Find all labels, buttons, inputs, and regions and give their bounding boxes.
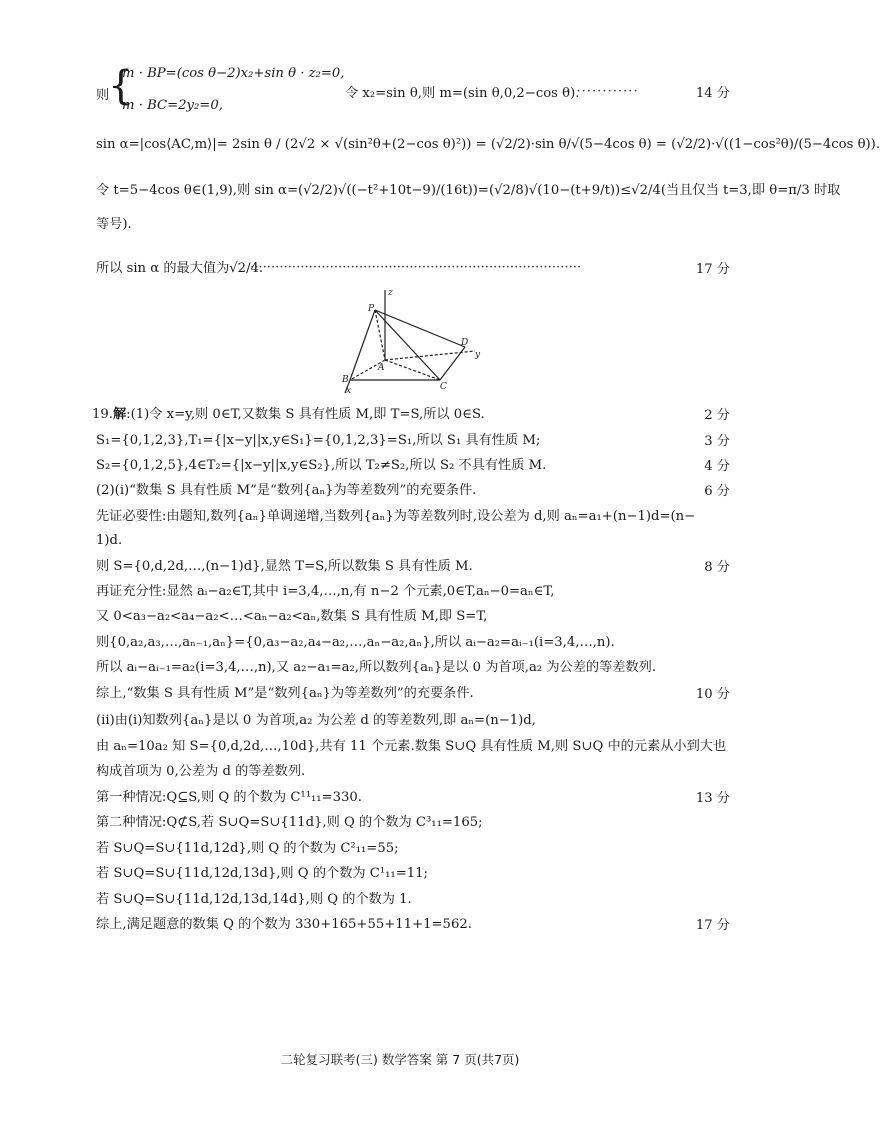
label-z: z bbox=[388, 288, 393, 298]
q19-line-14: 第一种情况:Q⊆S,则 Q 的个数为 C¹¹₁₁=330. bbox=[96, 790, 362, 805]
label-b: B bbox=[342, 375, 349, 385]
q19-line-18: 若 S∪Q=S∪{11d,12d,13d,14d},则 Q 的个数为 1. bbox=[96, 892, 412, 907]
system-brace: { bbox=[108, 63, 134, 109]
let-t-line: 令 t=5−4cos θ∈(1,9),则 sin α=(√2/2)√((−t²+10t−9)/(16t))=(√2/8)√(10−(t+9/t))≤√2/4(当且仅当 t=3,即 θ=π/3 时取 bbox=[96, 183, 841, 198]
q19-line-11: 综上,“数集 S 具有性质 M”是“数列{aₙ}为等差数列”的充要条件. bbox=[96, 686, 474, 701]
edge-pb bbox=[350, 310, 375, 380]
ze-label: 则 bbox=[96, 88, 110, 103]
q19-line-12: (ⅱ)由(ⅰ)知数列{aₙ}是以 0 为首项,a₂ 为公差 d 的等差数列,即 aₙ=(n−1)d, bbox=[96, 713, 536, 728]
pyramid-figure bbox=[330, 285, 490, 395]
question-number: 19. bbox=[92, 407, 113, 422]
let-x2-line: 令 x₂=sin θ,则 m=(sin θ,0,2−cos θ). bbox=[345, 86, 580, 101]
q19-line-9: 则{0,a₂,a₃,…,aₙ₋₁,aₙ}={0,a₃−a₂,a₄−a₂,…,aₙ−a₂,aₙ},所以 aᵢ−a₂=aᵢ₋₁(i=3,4,…,n). bbox=[96, 635, 615, 650]
q19-line-16: 若 S∪Q=S∪{11d,12d},则 Q 的个数为 C²₁₁=55; bbox=[96, 841, 399, 856]
label-d: D bbox=[461, 338, 469, 348]
q19-text-1: :(1)令 x=y,则 0∈T,又数集 S 具有性质 M,即 T=S,所以 0∈S. bbox=[126, 407, 485, 422]
q19-line-5: 先证必要性:由题知,数列{aₙ}单调递增,当数列{aₙ}为等差数列时,设公差为 d,则 aₙ=a₁+(n−1)d=(n− bbox=[96, 509, 696, 524]
score-17b: 17 分 bbox=[695, 918, 730, 933]
let-t-cont: 等号). bbox=[96, 217, 132, 232]
q19-line-15: 第二种情况:Q⊄S,若 S∪Q=S∪{11d},则 Q 的个数为 C³₁₁=165; bbox=[96, 815, 483, 830]
q19-line-1 bbox=[92, 404, 730, 426]
max-value-line: 所以 sin α 的最大值为√2/4. bbox=[96, 261, 264, 276]
score-17a: 17 分 bbox=[695, 262, 730, 277]
jie-label: 解 bbox=[112, 407, 127, 422]
q19-line-19: 综上,满足题意的数集 Q 的个数为 330+165+55+11+1=562. bbox=[96, 917, 472, 932]
score-4: 4 分 bbox=[704, 459, 730, 474]
score-3: 3 分 bbox=[704, 434, 730, 449]
label-a: A bbox=[378, 363, 385, 373]
q19-line-7: 再证充分性:显然 aᵢ−a₂∈T,其中 i=3,4,…,n,有 n−2 个元素,0∈T,aₙ−0=aₙ∈T, bbox=[96, 584, 555, 599]
edge-ac bbox=[385, 360, 440, 380]
q19-line-17: 若 S∪Q=S∪{11d,12d,13d},则 Q 的个数为 C¹₁₁=11; bbox=[96, 866, 428, 881]
q19-line-10: 所以 aᵢ−aᵢ₋₁=a₂(i=3,4,…,n),又 a₂−a₁=a₂,所以数列{aₙ}是以 0 为首项,a₂ 为公差的等差数列. bbox=[96, 660, 657, 675]
dot-leader: ·············· bbox=[566, 84, 639, 99]
score-14: 14 分 bbox=[695, 86, 730, 101]
edge-pd bbox=[375, 310, 465, 347]
sin-alpha-line: sin α=|cos⟨AC,m⟩|= 2sin θ / (2√2 × √(sin²θ+(2−cos θ)²)) = (√2/2)·sin θ/√(5−4cos θ) = (√2/2)·√((1−cos²θ)/(5−4cos θ)). bbox=[96, 137, 880, 152]
q19-line-13b: 构成首项为 0,公差为 d 的等差数列. bbox=[96, 764, 306, 779]
label-c: C bbox=[440, 382, 447, 392]
dot-leader: ··············································································· bbox=[250, 260, 582, 275]
equation-bc: m · BC=2y₂=0, bbox=[122, 98, 223, 113]
label-y: y bbox=[475, 350, 481, 360]
page-footer: 二轮复习联考(三) 数学答案 第 7 页(共7页) bbox=[280, 1052, 520, 1067]
label-x: x bbox=[346, 386, 352, 396]
q19-line-8: 又 0<a₃−a₂<a₄−a₂<…<aₙ−a₂<aₙ,数集 S 具有性质 M,即 S=T, bbox=[96, 609, 488, 624]
score-2: 2 分 bbox=[704, 408, 730, 423]
score-6: 6 分 bbox=[704, 484, 730, 499]
equation-bp: m · BP=(cos θ−2)x₂+sin θ · z₂=0, bbox=[122, 66, 345, 81]
q19-line-3: S₂={0,1,2,5},4∈T₂={|x−y||x,y∈S₂},所以 T₂≠S₂,所以 S₂ 不具有性质 M. bbox=[96, 458, 547, 473]
score-10: 10 分 bbox=[695, 687, 730, 702]
edge-pa bbox=[375, 310, 385, 360]
q19-line-6: 则 S={0,d,2d,…,(n−1)d},显然 T=S,所以数集 S 具有性质 M. bbox=[96, 559, 473, 574]
score-8: 8 分 bbox=[704, 560, 730, 575]
q19-line-13: 由 aₙ=10a₂ 知 S={0,d,2d,…,10d},共有 11 个元素.数集 S∪Q 具有性质 M,则 S∪Q 中的元素从小到大也 bbox=[96, 739, 727, 754]
label-p: P bbox=[368, 304, 375, 314]
q19-line-2: S₁={0,1,2,3},T₁={|x−y||x,y∈S₁}={0,1,2,3}=S₁,所以 S₁ 具有性质 M; bbox=[96, 433, 541, 448]
score-13: 13 分 bbox=[695, 791, 730, 806]
q19-line-4: (2)(ⅰ)“数集 S 具有性质 M”是“数列{aₙ}为等差数列”的充要条件. bbox=[96, 483, 477, 498]
y-axis bbox=[385, 351, 475, 360]
q19-line-5b: 1)d. bbox=[96, 533, 123, 548]
